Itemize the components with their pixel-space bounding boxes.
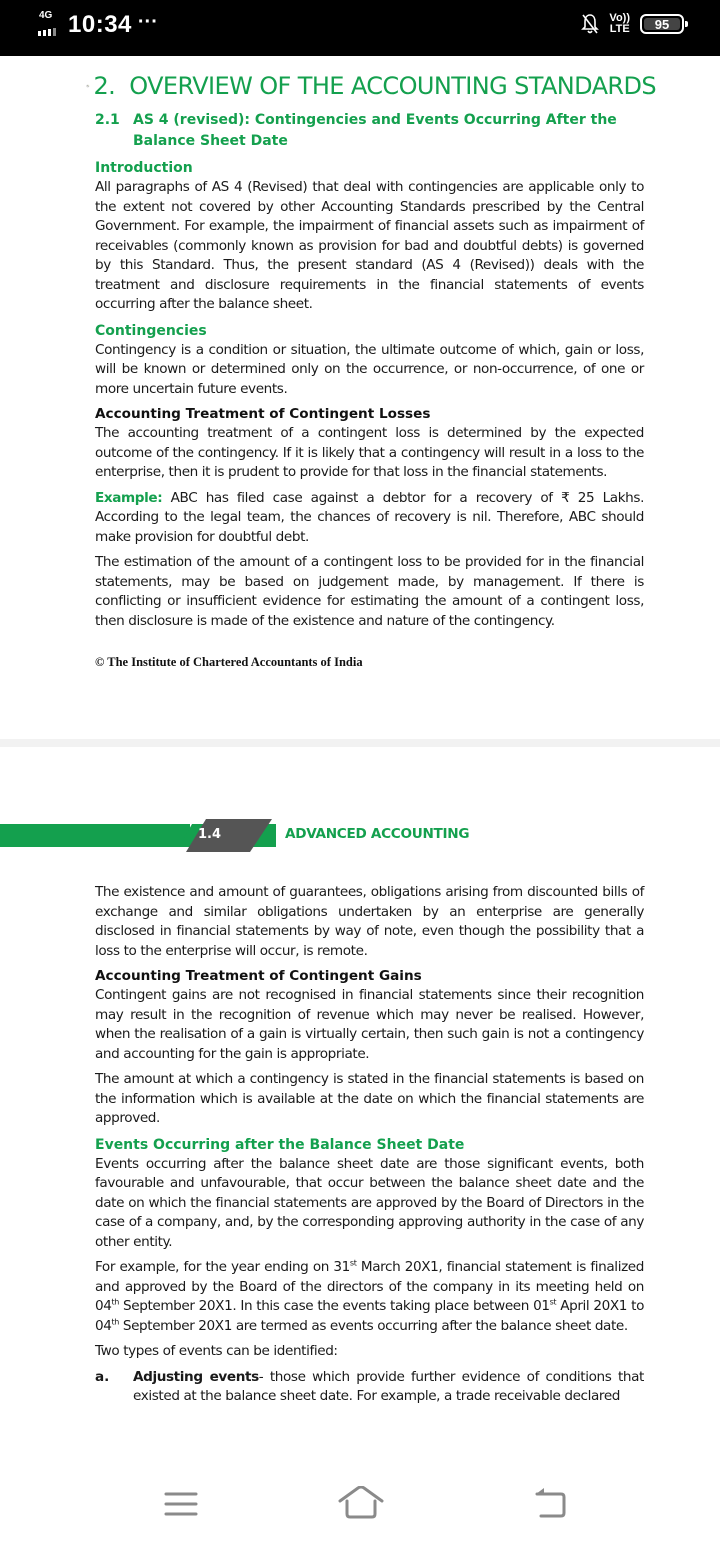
text-run: September 20X1. In this case the events taking place between 01: [118, 1298, 550, 1314]
contingent-losses-section: [95, 405, 644, 483]
back-icon[interactable]: [533, 1486, 569, 1522]
section-number: 2.1: [95, 112, 120, 128]
home-icon[interactable]: [337, 1486, 385, 1522]
chapter-number: 2.: [93, 72, 116, 100]
signal-icon: [38, 10, 60, 40]
status-bar: [0, 0, 720, 56]
battery-level: 95: [644, 18, 680, 30]
list-item-text: [133, 1368, 644, 1407]
introduction-text: All paragraphs of AS 4 (Revised) that deal with contingencies are applicable only to the extent not covered by other Accounting Standards prescribed by the Central Government. For example, the impairment of financial assets such as impairment of receivables (commonly known as provision for bad and doubtful debts) is governed by this Standard. Thus, the present standard (AS 4 (Revised)) deals with the treatment and disclosure requirements in the financial statements of events occurring after the balance sheet.: [95, 179, 644, 312]
list-item: [95, 1368, 644, 1407]
menu-icon[interactable]: [163, 1486, 199, 1522]
page-header-banner: [0, 818, 720, 852]
text-run: For example, for the year ending on 31: [95, 1259, 350, 1275]
list-marker: a.: [95, 1368, 110, 1385]
contingent-losses-text: The accounting treatment of a contingent loss is determined by the expected outcome of the contingency. If it is likely that a contingency will result in a loss to the enterprise, then it is prudent to provide for that loss in the financial statements.: [95, 425, 644, 480]
text-run: April 20X1 to 04: [95, 1298, 644, 1334]
text-run: September 20X1 are termed as events occurring after the balance sheet date.: [118, 1317, 628, 1334]
volte-icon: [609, 13, 630, 35]
navigation-bar: [0, 1470, 720, 1544]
estimation-text: The estimation of the amount of a contingent loss to be provided for in the financial statements, may be based on judgement made, by management. If there is conflicting or insufficient evidence for estimating the amount of a contingent loss, then disclosure is made of the existence and nature of the contingency.: [95, 554, 644, 629]
page-2: [95, 883, 644, 1407]
bell-muted-icon: [581, 13, 599, 35]
example-paragraph: [95, 489, 644, 548]
list-item-term: Adjusting events: [133, 1368, 259, 1385]
two-types-text: Two types of events can be identified:: [95, 1343, 338, 1359]
book-title: ADVANCED ACCOUNTING: [285, 826, 470, 842]
contingent-gains-heading: Accounting Treatment of Contingent Gains: [95, 968, 422, 984]
clock: 10:34: [68, 11, 132, 38]
dates-example-text: [95, 1258, 644, 1336]
guarantees-text: The existence and amount of guarantees, obligations arising from discounted bills of exchange and similar obligations undertaken by an enterprise are generally disclosed in financial statements by way of note, even though the possibility that a loss to the enterprise will occur, is remote.: [95, 884, 644, 959]
ordinal-suffix: st: [349, 1258, 357, 1268]
dates-example-block: [95, 1258, 644, 1336]
page-number: 1.4: [198, 827, 222, 842]
volte-label: Vo)): [609, 12, 630, 24]
guarantees-block: [95, 883, 644, 961]
events-section: [95, 1135, 644, 1253]
estimation-block: [95, 553, 644, 631]
chapter-heading: [86, 64, 656, 108]
example-text: ABC has filed case against a debtor for a recovery of ₹ 25 Lakhs. According to the legal team, the chances of recovery is nil. Therefore, ABC should make provision for doubtful debt.: [95, 489, 644, 545]
text-run: March 20X1, financial statement is finalized and approved by the Board of the directors of the company in its meeting held on 04: [95, 1259, 644, 1314]
event-types-list: [95, 1368, 644, 1407]
lte-label: LTE: [609, 23, 630, 35]
pie-chart-icon: [86, 66, 90, 106]
ordinal-suffix: th: [111, 1316, 119, 1326]
ordinal-suffix: st: [549, 1297, 557, 1307]
contingent-losses-heading: Accounting Treatment of Contingent Losses: [95, 406, 431, 422]
contingencies-text: Contingency is a condition or situation, the ultimate outcome of which, gain or loss, will be known or determined only on the occurrence, or non-occurrence, of one or more uncertain future events.: [95, 341, 644, 397]
events-text: Events occurring after the balance sheet date are those significant events, both favourable and unfavourable, that occur between the balance sheet date and the date on which the financial statements are approved by the Board of Directors in the case of a company, and, by the corresponding approving authority in the case of any other entity.: [95, 1155, 644, 1250]
contingencies-section: [95, 321, 644, 400]
contingent-gains-text: Contingent gains are not recognised in financial statements since their recognition may result in the recognition of revenue which may never be realised. However, when the realisation of a gain is virtually certain, then such gain is not a contingency and accounting for the gain is appropriate.: [95, 987, 644, 1062]
page-1: [86, 64, 656, 670]
introduction-heading: Introduction: [95, 160, 193, 176]
example-label: Example:: [95, 489, 163, 506]
introduction-section: [95, 158, 644, 315]
page-separator: [0, 739, 720, 747]
green-band: [0, 824, 190, 847]
network-type: 4G: [39, 10, 53, 21]
ordinal-suffix: th: [111, 1297, 119, 1307]
contingent-gains-section: [95, 967, 644, 1064]
contingencies-heading: Contingencies: [95, 322, 207, 339]
amount-block: [95, 1070, 644, 1129]
list-item-description: - those which provide further evidence of conditions that existed at the balance sheet date. For example, a trade receivable declared: [133, 1368, 644, 1404]
section-heading: [95, 110, 644, 152]
events-heading: Events Occurring after the Balance Sheet Date: [95, 1136, 465, 1153]
amount-text: The amount at which a contingency is stated in the financial statements is based on the information which is available at the date on which the financial statements are approved.: [95, 1071, 644, 1126]
battery-icon: [640, 14, 684, 34]
example-block: [95, 489, 644, 548]
copyright-footer: © The Institute of Chartered Accountants of India: [95, 655, 363, 669]
two-types-block: [95, 1342, 644, 1362]
section-title: AS 4 (revised): Contingencies and Events Occurring After the Balance Sheet Date: [133, 112, 617, 149]
more-notifications-icon: ···: [137, 10, 158, 33]
chapter-title: OVERVIEW OF THE ACCOUNTING STANDARDS: [129, 72, 656, 100]
